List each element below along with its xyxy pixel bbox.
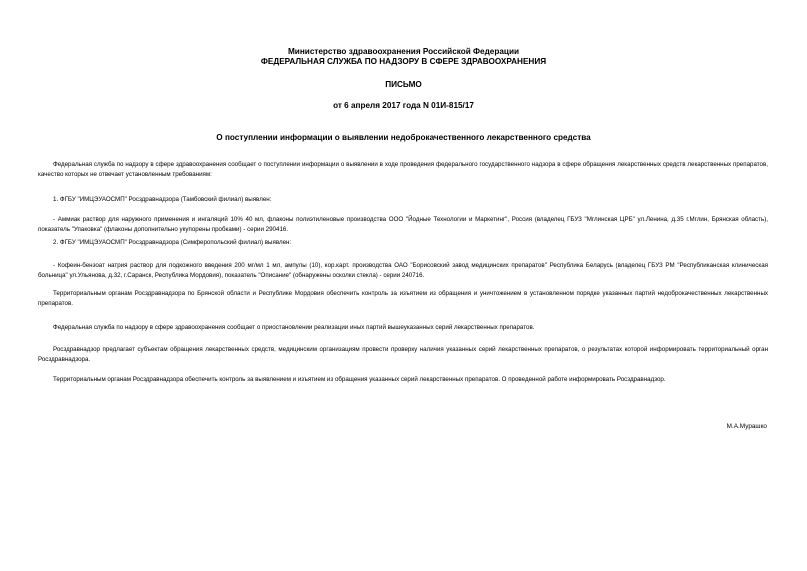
document-date-number: от 6 апреля 2017 года N 01И-815/17 [333,101,474,110]
signature: М.А.Мурашко [726,423,767,430]
paragraph-territorial-control: Территориальным органам Росздравнадзора по Брянской области и Республике Мордовия обеспечить контроль за изъятием из обращения и уничтожением в установленном порядке указанных партий недоброкачественных лекарственных препаратов. [38,290,768,307]
service-name: ФЕДЕРАЛЬНАЯ СЛУЖБА ПО НАДЗОРУ В СФЕРЕ ЗДРАВООХРАНЕНИЯ [260,57,547,66]
paragraph-withdrawal-control: Территориальным органам Росздравнадзора обеспечить контроль за выявлением и изъятием из обращения указанных серий лекарственных препаратов. О проведенной работе информировать Росздравнадзор. [53,376,666,383]
ministry-name: Министерство здравоохранения Российской Федерации [287,47,520,56]
paragraph-finding-2-detail: - Кофеин-бензоат натрия раствор для подкожного введения 200 мг/мл 1 мл, ампулы (10), кор.карт. производства ОАО "Борисовский завод медицинских препаратов" Республика Беларусь (владелец ГБУЗ РМ "Республиканская клиническая больница" ул.Ульянова, д.32, г.Саранск, Республика Мордовия), показатель "Описание" (обнаружены осколки стекла) - серии 240716. [38,262,768,279]
document-subject: О поступлении информации о выявлении недоброкачественного лекарственного средства [216,133,591,142]
paragraph-suspension: Федеральная служба по надзору в сфере здравоохранения сообщает о приостановлении реализации иных партий вышеуказанных серий лекарственных препаратов. [53,324,535,331]
paragraph-finding-1-header: 1. ФГБУ "ИМЦЭУАОСМП" Росздравнадзора (Тамбовский филиал) выявлен: [53,196,272,203]
document-type: ПИСЬМО [385,80,422,89]
paragraph-verification: Росздравнадзор предлагает субъектам обращения лекарственных средств, медицинским организациям провести проверку наличия указанных серий лекарственных препаратов, о результатах которой информировать территориальный орган Росздравнадзора. [38,346,768,363]
paragraph-finding-2-header: 2. ФГБУ "ИМЦЭУАОСМП" Росздравнадзора (Симферопольский филиал) выявлен: [53,239,292,246]
paragraph-intro: Федеральная служба по надзору в сфере здравоохранения сообщает о поступлении информации о выявлении в ходе проведения федерального государственного надзора в сфере обращения лекарственных средств лекарственных препаратов, качество которых не отвечает установленным требованиям: [38,161,768,178]
paragraph-finding-1-detail: - Аммиак раствор для наружного применения и ингаляций 10% 40 мл, флаконы полиэтиленовые производства ООО "Йодные Технологии и Маркетинг", Россия (владелец ГБУЗ "Мглинская ЦРБ" ул.Ленина, д.35 г.Мглин, Брянская область), показатель "Упаковка" (флаконы дополнительно укупорены пробками) - серии 290416. [38,216,768,233]
